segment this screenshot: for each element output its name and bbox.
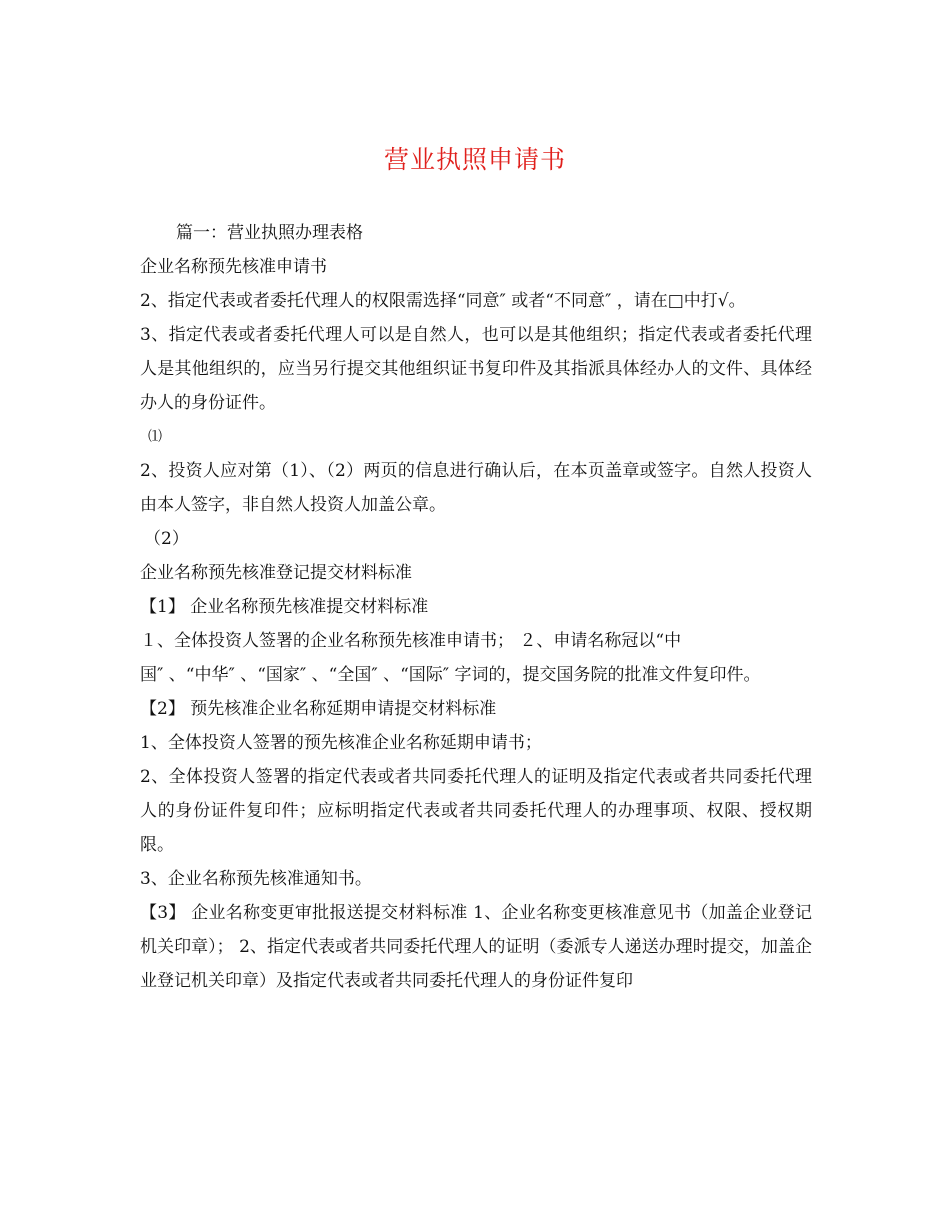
note-paragraph: 2、指定代表或者委托代理人的权限需选择“同意″ 或者“不同意″ ，请在□中打√。	[140, 291, 746, 311]
list-item: 1、全体投资人签署的预先核准企业名称延期申请书；	[140, 733, 542, 753]
note-paragraph: 3、指定代表或者委托代理人可以是自然人，也可以是其他组织；指定代表或者委托代理人是其他组织的，应当另行提交其他组织证书复印件及其指派具体经办人的文件、具体经办人的身份证件。	[140, 325, 812, 413]
section-heading: 篇一：营业执照办理表格	[176, 223, 363, 243]
note-paragraph: 2、投资人应对第（1）、（2）两页的信息进行确认后，在本页盖章或签字。自然人投资人由本人签字，非自然人投资人加盖公章。	[140, 461, 812, 515]
list-item: １、全体投资人签署的企业名称预先核准申请书； ２、申请名称冠以“中	[140, 631, 682, 651]
subsection-heading: 【1】 企业名称预先核准提交材料标准	[140, 597, 429, 617]
subsection-heading: 【2】 预先核准企业名称延期申请提交材料标准	[140, 699, 497, 719]
document-title: 营业执照申请书	[383, 145, 566, 174]
list-item: 2、全体投资人签署的指定代表或者共同委托代理人的证明及指定代表或者共同委托代理人的身份证件复印件；应标明指定代表或者共同委托代理人的办理事项、权限、授权期限。	[140, 767, 812, 855]
list-item: 国″ 、“中华″ 、“国家″ 、“全国″ 、“国际″ 字词的，提交国务院的批准文件复印件。	[140, 665, 761, 685]
page-marker: ⑴	[148, 429, 162, 445]
section-heading: 企业名称预先核准登记提交材料标准	[140, 563, 412, 583]
form-title: 企业名称预先核准申请书	[140, 257, 327, 277]
subsection-paragraph: 【3】 企业名称变更审批报送提交材料标准 1、企业名称变更核准意见书（加盖企业登记机关印章）； 2、指定代表或者共同委托代理人的证明（委派专人递送办理时提交，加盖企业登记机关印章）及指定代表或者共同委托代理人的身份证件复印	[140, 903, 812, 991]
document-body	[140, 216, 812, 998]
list-item: 3、企业名称预先核准通知书。	[140, 869, 372, 889]
page-marker: （2）	[144, 529, 189, 549]
